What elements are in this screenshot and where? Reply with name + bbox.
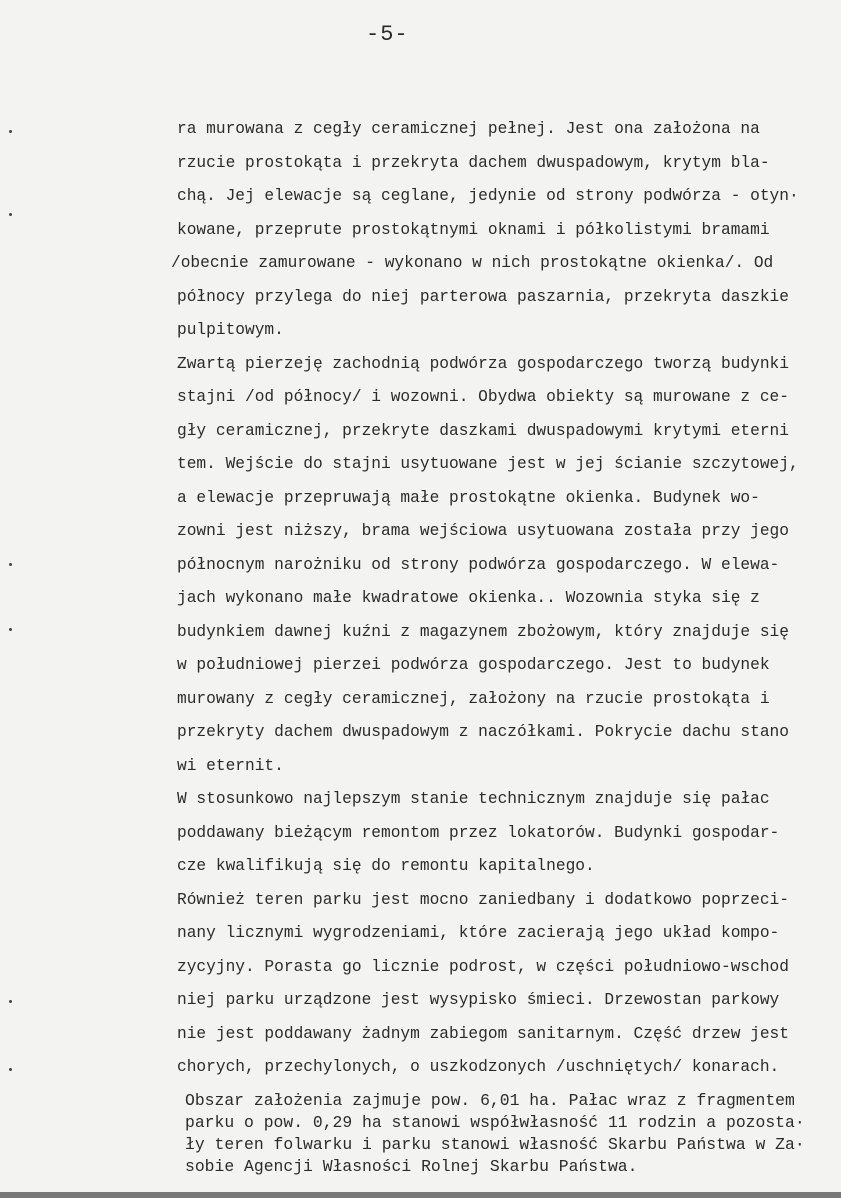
- text-line: zycyjny. Porasta go licznie podrost, w części południowo-wschod: [177, 957, 789, 976]
- text-line: murowany z cegły ceramicznej, założony na rzucie prostokąta i: [177, 689, 770, 708]
- text-line: Również teren parku jest mocno zaniedbany i dodatkowo poprzeci-: [177, 890, 789, 909]
- text-line: nany licznymi wygrodzeniami, które zacierają jego układ kompo-: [177, 924, 780, 942]
- text-line: pulpitowym.: [177, 321, 284, 339]
- text-line: ra murowana z cegły ceramicznej pełnej. Jest ona założona na: [177, 120, 760, 138]
- text-line: chą. Jej elewacje są ceglane, jedynie od strony podwórza - otyn·: [177, 187, 799, 205]
- text-line: północnym narożniku od strony podwórza gospodarczego. W elewa-: [177, 555, 780, 574]
- text-line: W stosunkowo najlepszym stanie technicznym znajduje się pałac: [177, 790, 770, 808]
- text-line: stajni /od północy/ i wozowni. Obydwa obiekty są murowane z ce-: [177, 388, 789, 406]
- text-line: gły ceramicznej, przekryte daszkami dwuspadowymi krytymi eterni: [177, 421, 789, 440]
- body-text: [171, 116, 841, 1088]
- margin-mark: [9, 563, 12, 566]
- text-line: wi eternit.: [177, 756, 284, 775]
- margin-mark: [9, 213, 12, 216]
- text-line: rzucie prostokąta i przekryta dachem dwuspadowym, krytym bla-: [177, 153, 770, 172]
- text-line: tem. Wejście do stajni usytuowane jest w jej ścianie szczytowej,: [177, 455, 799, 473]
- text-line: niej parku urządzone jest wysypisko śmieci. Drzewostan parkowy: [177, 991, 780, 1009]
- text-line: jach wykonano małe kwadratowe okienka.. Wozownia styka się z: [177, 589, 760, 607]
- text-line: budynkiem dawnej kuźni z magazynem zbożowym, który znajduje się: [177, 622, 789, 641]
- margin-mark: [9, 628, 12, 631]
- text-line: Zwartą pierzeję zachodnią podwórza gospodarczego tworzą budynki: [177, 354, 789, 373]
- text-line: /obecnie zamurowane - wykonano w nich prostokątne okienka/. Od: [171, 254, 774, 272]
- text-line: nie jest poddawany żadnym zabiegom sanitarnym. Część drzew jest: [177, 1024, 789, 1043]
- text-line: cze kwalifikują się do remontu kapitalnego.: [177, 857, 595, 875]
- text-line: poddawany bieżącym remontom przez lokatorów. Budynki gospodar-: [177, 823, 780, 842]
- margin-mark: [9, 1068, 12, 1071]
- text-line: kowane, przeprute prostokątnymi oknami i półkolistymi bramami: [177, 220, 770, 239]
- page-number: -5-: [366, 22, 409, 47]
- footer-text-line: Obszar założenia zajmuje pow. 6,01 ha. Pałac wraz z fragmentem: [185, 1091, 795, 1110]
- footer-text-line: ły teren folwarku i parku stanowi własność Skarbu Państwa w Za·: [185, 1135, 805, 1154]
- text-line: północy przylega do niej parterowa paszarnia, przekryta daszkie: [177, 287, 789, 306]
- text-line: zowni jest niższy, brama wejściowa usytuowana została przy jego: [177, 522, 789, 540]
- footer-text-line: parku o pow. 0,29 ha stanowi współwłasność 11 rodzin a pozosta·: [185, 1113, 805, 1132]
- text-line: a elewacje przepruwają małe prostokątne okienka. Budynek wo-: [177, 488, 760, 507]
- text-line: w południowej pierzei podwórza gospodarczego. Jest to budynek: [177, 656, 770, 674]
- text-line: przekryty dachem dwuspadowym z naczółkami. Pokrycie dachu stano: [177, 723, 789, 741]
- page-bottom-edge: [0, 1192, 841, 1198]
- footer-text-line: sobie Agencji Własności Rolnej Skarbu Państwa.: [185, 1157, 638, 1176]
- text-line: chorych, przechylonych, o uszkodzonych /uschniętych/ konarach.: [177, 1058, 780, 1076]
- margin-mark: [9, 1000, 12, 1003]
- closing-paragraph: [185, 1090, 841, 1178]
- margin-mark: [9, 130, 12, 133]
